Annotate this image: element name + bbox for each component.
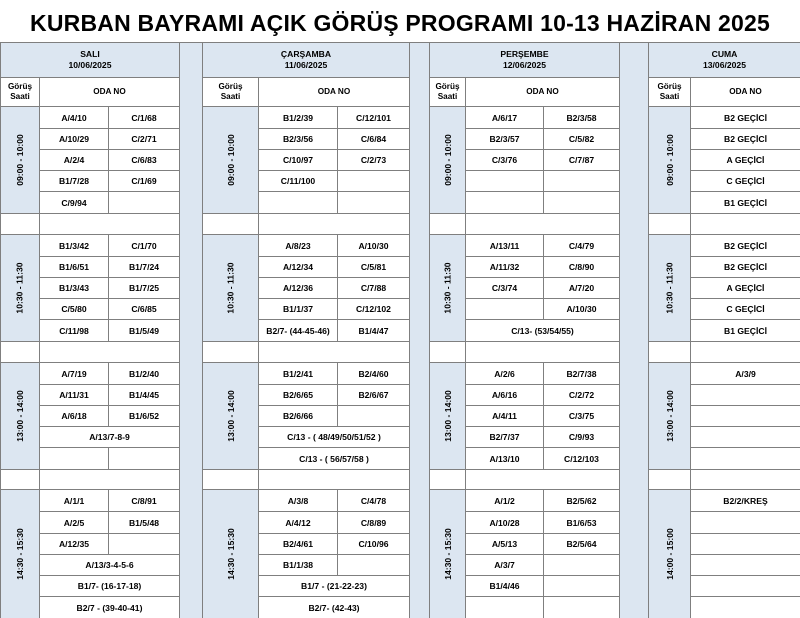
- room-cell: C/11/98: [40, 320, 109, 342]
- room-cell: C/3/75: [544, 406, 620, 427]
- gorus-saati-header: [203, 78, 259, 107]
- day-date: 11/06/2025: [284, 60, 328, 70]
- room-cell: [109, 448, 180, 470]
- gorus-saati-label: Görüş: [7, 82, 33, 91]
- room-cell: C GEÇİCİ: [691, 171, 800, 192]
- room-cell: A/12/35: [40, 534, 109, 555]
- room-cell: C/8/89: [338, 512, 410, 534]
- day-header: [1, 43, 180, 78]
- room-cell: C/12/103: [544, 448, 620, 470]
- gorus-saati-label: Saati: [10, 92, 30, 101]
- room-cell: C/4/78: [338, 490, 410, 512]
- room-cell: A/3/8: [259, 490, 338, 512]
- gap-cell: [40, 470, 180, 490]
- day-header: [203, 43, 410, 78]
- day-name: PERŞEMBE: [500, 49, 549, 59]
- room-cell: C/13 - ( 48/49/50/51/52 ): [259, 427, 410, 448]
- gap-cell: [259, 214, 410, 235]
- time-slot-label: [203, 235, 259, 342]
- room-cell: [466, 192, 544, 214]
- room-cell: B1/6/52: [109, 406, 180, 427]
- room-cell: C/12/101: [338, 107, 410, 129]
- day-date: 12/06/2025: [502, 60, 546, 70]
- room-cell: A/13/11: [466, 235, 544, 257]
- time-slot-label: [1, 363, 40, 470]
- room-cell: [691, 406, 800, 427]
- gap-cell: [691, 342, 800, 363]
- room-cell: B1/6/51: [40, 257, 109, 278]
- room-cell: B1/3/43: [40, 278, 109, 299]
- schedule-table: [0, 42, 800, 618]
- day-header: [430, 43, 620, 78]
- time-slot-text: 14:30 - 15:30: [225, 528, 236, 580]
- day-name: CUMA: [711, 49, 738, 59]
- room-cell: A/13/7-8-9: [40, 427, 180, 448]
- room-cell: C/4/79: [544, 235, 620, 257]
- room-cell: A/4/12: [259, 512, 338, 534]
- room-cell: [544, 171, 620, 192]
- room-cell: B2/6/67: [338, 385, 410, 406]
- room-cell: C/11/100: [259, 171, 338, 192]
- room-cell: B1/5/48: [109, 512, 180, 534]
- room-cell: B2 GEÇİCİ: [691, 257, 800, 278]
- room-cell: C/13 - ( 56/57/58 ): [259, 448, 410, 470]
- time-slot-label: [203, 107, 259, 214]
- gorus-saati-header: [649, 78, 691, 107]
- time-slot-text: 13:00 - 14:00: [15, 390, 26, 442]
- room-cell: A GEÇİCİ: [691, 150, 800, 171]
- room-cell: A GEÇİCİ: [691, 278, 800, 299]
- room-cell: A/2/4: [40, 150, 109, 171]
- gap-cell: [466, 470, 620, 490]
- gap-cell: [466, 342, 620, 363]
- room-cell: [691, 534, 800, 555]
- room-cell: B1/1/37: [259, 299, 338, 320]
- room-cell: A/4/10: [40, 107, 109, 129]
- gorus-saati-label: Görüş: [218, 82, 243, 91]
- gorus-saati-label: Saati: [659, 92, 680, 101]
- room-cell: A/7/19: [40, 363, 109, 385]
- gorus-saati-header: [430, 78, 466, 107]
- room-cell: [40, 448, 109, 470]
- room-cell: A/3/7: [466, 555, 544, 576]
- room-cell: A/10/30: [338, 235, 410, 257]
- time-slot-text: 13:00 - 14:00: [442, 390, 453, 442]
- room-cell: A/3/9: [691, 363, 800, 385]
- room-cell: C/8/90: [544, 257, 620, 278]
- time-slot-text: 14:30 - 15:30: [15, 528, 26, 580]
- time-slot-label: [430, 363, 466, 470]
- time-slot-text: 10:30 - 11:30: [15, 262, 25, 314]
- gap-cell: [691, 470, 800, 490]
- room-cell: C/6/85: [109, 299, 180, 320]
- room-cell: B1/3/42: [40, 235, 109, 257]
- gap-cell: [259, 470, 410, 490]
- room-cell: A/10/30: [544, 299, 620, 320]
- gorus-saati-label: Saati: [437, 92, 458, 101]
- gorus-saati-label: Görüş: [435, 82, 460, 91]
- gap-cell: [430, 470, 466, 490]
- room-cell: C/1/69: [109, 171, 180, 192]
- gap-cell: [203, 214, 259, 235]
- room-cell: B1 GEÇİCİ: [691, 192, 800, 214]
- time-slot-label: [203, 490, 259, 618]
- day-name: ÇARŞAMBA: [280, 49, 332, 59]
- room-cell: A/2/6: [466, 363, 544, 385]
- room-cell: [691, 597, 800, 618]
- room-cell: [338, 192, 410, 214]
- room-cell: B2/7- (42-43): [259, 597, 410, 618]
- time-slot-text: 10:30 - 11:30: [225, 262, 236, 314]
- room-cell: B2/2/KREŞ: [691, 490, 800, 512]
- room-cell: C/9/94: [40, 192, 109, 214]
- room-cell: [691, 385, 800, 406]
- gap-cell: [203, 470, 259, 490]
- room-cell: B1/6/53: [544, 512, 620, 534]
- time-slot-label: [649, 107, 691, 214]
- room-cell: B2 GEÇİCİ: [691, 129, 800, 150]
- room-cell: A/10/28: [466, 512, 544, 534]
- room-cell: B2/7/38: [544, 363, 620, 385]
- room-cell: A/5/13: [466, 534, 544, 555]
- room-cell: B2/5/62: [544, 490, 620, 512]
- time-slot-label: [430, 490, 466, 618]
- room-cell: B2/7- (44-45-46): [259, 320, 338, 342]
- time-slot-text: 09:00 - 10:00: [15, 134, 26, 186]
- oda-no-header: ODA NO: [259, 78, 410, 107]
- room-cell: C/8/91: [109, 490, 180, 512]
- room-cell: A/11/32: [466, 257, 544, 278]
- time-slot-text: 10:30 - 11:30: [442, 262, 453, 314]
- room-cell: A/1/2: [466, 490, 544, 512]
- time-slot-text: 10:30 - 11:30: [664, 262, 675, 314]
- room-cell: B1/7/28: [40, 171, 109, 192]
- room-cell: C/5/82: [544, 129, 620, 150]
- time-slot-label: [203, 363, 259, 470]
- gap-cell: [649, 214, 691, 235]
- room-cell: A/8/23: [259, 235, 338, 257]
- room-cell: C/10/96: [338, 534, 410, 555]
- room-cell: C/7/87: [544, 150, 620, 171]
- time-slot-label: [1, 490, 40, 618]
- room-cell: B1/2/41: [259, 363, 338, 385]
- room-cell: B1/2/39: [259, 107, 338, 129]
- room-cell: C/3/76: [466, 150, 544, 171]
- room-cell: [691, 555, 800, 576]
- room-cell: A/6/17: [466, 107, 544, 129]
- gorus-saati-header: [1, 78, 40, 107]
- room-cell: [691, 512, 800, 534]
- room-cell: B1/4/45: [109, 385, 180, 406]
- room-cell: C/6/84: [338, 129, 410, 150]
- room-cell: C/12/102: [338, 299, 410, 320]
- room-cell: [544, 576, 620, 597]
- gorus-saati-label: Görüş: [657, 82, 682, 91]
- room-cell: [338, 406, 410, 427]
- time-slot-text: 09:00 - 10:00: [442, 134, 453, 186]
- room-cell: B2/6/65: [259, 385, 338, 406]
- room-cell: B2/7 - (39-40-41): [40, 597, 180, 618]
- time-slot-text: 09:00 - 10:00: [664, 134, 675, 186]
- gap-cell: [430, 214, 466, 235]
- room-cell: [109, 192, 180, 214]
- room-cell: A/12/36: [259, 278, 338, 299]
- column-separator: [180, 43, 203, 618]
- room-cell: B2/3/57: [466, 129, 544, 150]
- gap-cell: [1, 342, 40, 363]
- room-cell: A/13/3-4-5-6: [40, 555, 180, 576]
- gap-cell: [466, 214, 620, 235]
- room-cell: B2 GEÇİCİ: [691, 107, 800, 129]
- time-slot-text: 14:30 - 15:30: [442, 528, 453, 580]
- room-cell: B2/4/60: [338, 363, 410, 385]
- time-slot-label: [649, 363, 691, 470]
- room-cell: A/1/1: [40, 490, 109, 512]
- day-date: 10/06/2025: [68, 60, 112, 70]
- room-cell: A/6/16: [466, 385, 544, 406]
- gap-cell: [1, 214, 40, 235]
- room-cell: [466, 597, 544, 618]
- room-cell: [691, 576, 800, 597]
- day-name: SALI: [80, 49, 100, 59]
- time-slot-text: 09:00 - 10:00: [225, 134, 236, 186]
- gap-cell: [649, 470, 691, 490]
- room-cell: B2/3/58: [544, 107, 620, 129]
- room-cell: B1/7/24: [109, 257, 180, 278]
- room-cell: [544, 192, 620, 214]
- room-cell: [544, 597, 620, 618]
- room-cell: [466, 299, 544, 320]
- room-cell: [691, 448, 800, 470]
- time-slot-label: [649, 490, 691, 618]
- room-cell: C/2/73: [338, 150, 410, 171]
- room-cell: B2/4/61: [259, 534, 338, 555]
- gap-cell: [649, 342, 691, 363]
- time-slot-label: [430, 235, 466, 342]
- room-cell: [544, 555, 620, 576]
- room-cell: B1/7 - (21-22-23): [259, 576, 410, 597]
- room-cell: C/3/74: [466, 278, 544, 299]
- room-cell: C/2/71: [109, 129, 180, 150]
- day-date: 13/06/2025: [702, 60, 746, 70]
- oda-no-header: ODA NO: [691, 78, 800, 107]
- time-slot-label: [430, 107, 466, 214]
- room-cell: [259, 192, 338, 214]
- room-cell: C/5/81: [338, 257, 410, 278]
- room-cell: B1/5/49: [109, 320, 180, 342]
- gap-cell: [691, 214, 800, 235]
- room-cell: C/7/88: [338, 278, 410, 299]
- column-separator: [620, 43, 649, 618]
- time-slot-text: 13:00 - 14:00: [225, 390, 236, 442]
- room-cell: C GEÇİCİ: [691, 299, 800, 320]
- column-separator: [410, 43, 430, 618]
- room-cell: C/10/97: [259, 150, 338, 171]
- room-cell: A/10/29: [40, 129, 109, 150]
- room-cell: A/13/10: [466, 448, 544, 470]
- room-cell: [338, 555, 410, 576]
- gap-cell: [1, 470, 40, 490]
- room-cell: [338, 171, 410, 192]
- day-header: [649, 43, 800, 78]
- room-cell: A/4/11: [466, 406, 544, 427]
- gorus-saati-label: Saati: [220, 92, 241, 101]
- room-cell: [691, 427, 800, 448]
- room-cell: B1/4/47: [338, 320, 410, 342]
- gap-cell: [430, 342, 466, 363]
- room-cell: C/6/83: [109, 150, 180, 171]
- room-cell: C/13- (53/54/55): [466, 320, 620, 342]
- time-slot-text: 13:00 - 14:00: [664, 390, 675, 442]
- room-cell: A/12/34: [259, 257, 338, 278]
- room-cell: A/6/18: [40, 406, 109, 427]
- room-cell: B1 GEÇİCİ: [691, 320, 800, 342]
- time-slot-text: 14:00 - 15:00: [664, 528, 675, 580]
- room-cell: B2/6/66: [259, 406, 338, 427]
- time-slot-label: [1, 235, 40, 342]
- gap-cell: [203, 342, 259, 363]
- gap-cell: [259, 342, 410, 363]
- page-title: KURBAN BAYRAMI AÇIK GÖRÜŞ PROGRAMI 10-13 HAZİRAN 2025: [30, 10, 770, 36]
- room-cell: B1/7/25: [109, 278, 180, 299]
- room-cell: A/11/31: [40, 385, 109, 406]
- room-cell: C/1/70: [109, 235, 180, 257]
- room-cell: B1/4/46: [466, 576, 544, 597]
- oda-no-header: ODA NO: [40, 78, 180, 107]
- room-cell: A/2/5: [40, 512, 109, 534]
- gap-cell: [40, 342, 180, 363]
- oda-no-header: ODA NO: [466, 78, 620, 107]
- room-cell: C/1/68: [109, 107, 180, 129]
- room-cell: B2/5/64: [544, 534, 620, 555]
- gap-cell: [40, 214, 180, 235]
- room-cell: [109, 534, 180, 555]
- room-cell: B2 GEÇİCİ: [691, 235, 800, 257]
- room-cell: C/2/72: [544, 385, 620, 406]
- room-cell: [466, 171, 544, 192]
- time-slot-label: [649, 235, 691, 342]
- room-cell: C/9/93: [544, 427, 620, 448]
- room-cell: B1/2/40: [109, 363, 180, 385]
- room-cell: B1/7- (16-17-18): [40, 576, 180, 597]
- room-cell: B1/1/38: [259, 555, 338, 576]
- room-cell: B2/7/37: [466, 427, 544, 448]
- time-slot-label: [1, 107, 40, 214]
- room-cell: C/5/80: [40, 299, 109, 320]
- room-cell: A/7/20: [544, 278, 620, 299]
- room-cell: B2/3/56: [259, 129, 338, 150]
